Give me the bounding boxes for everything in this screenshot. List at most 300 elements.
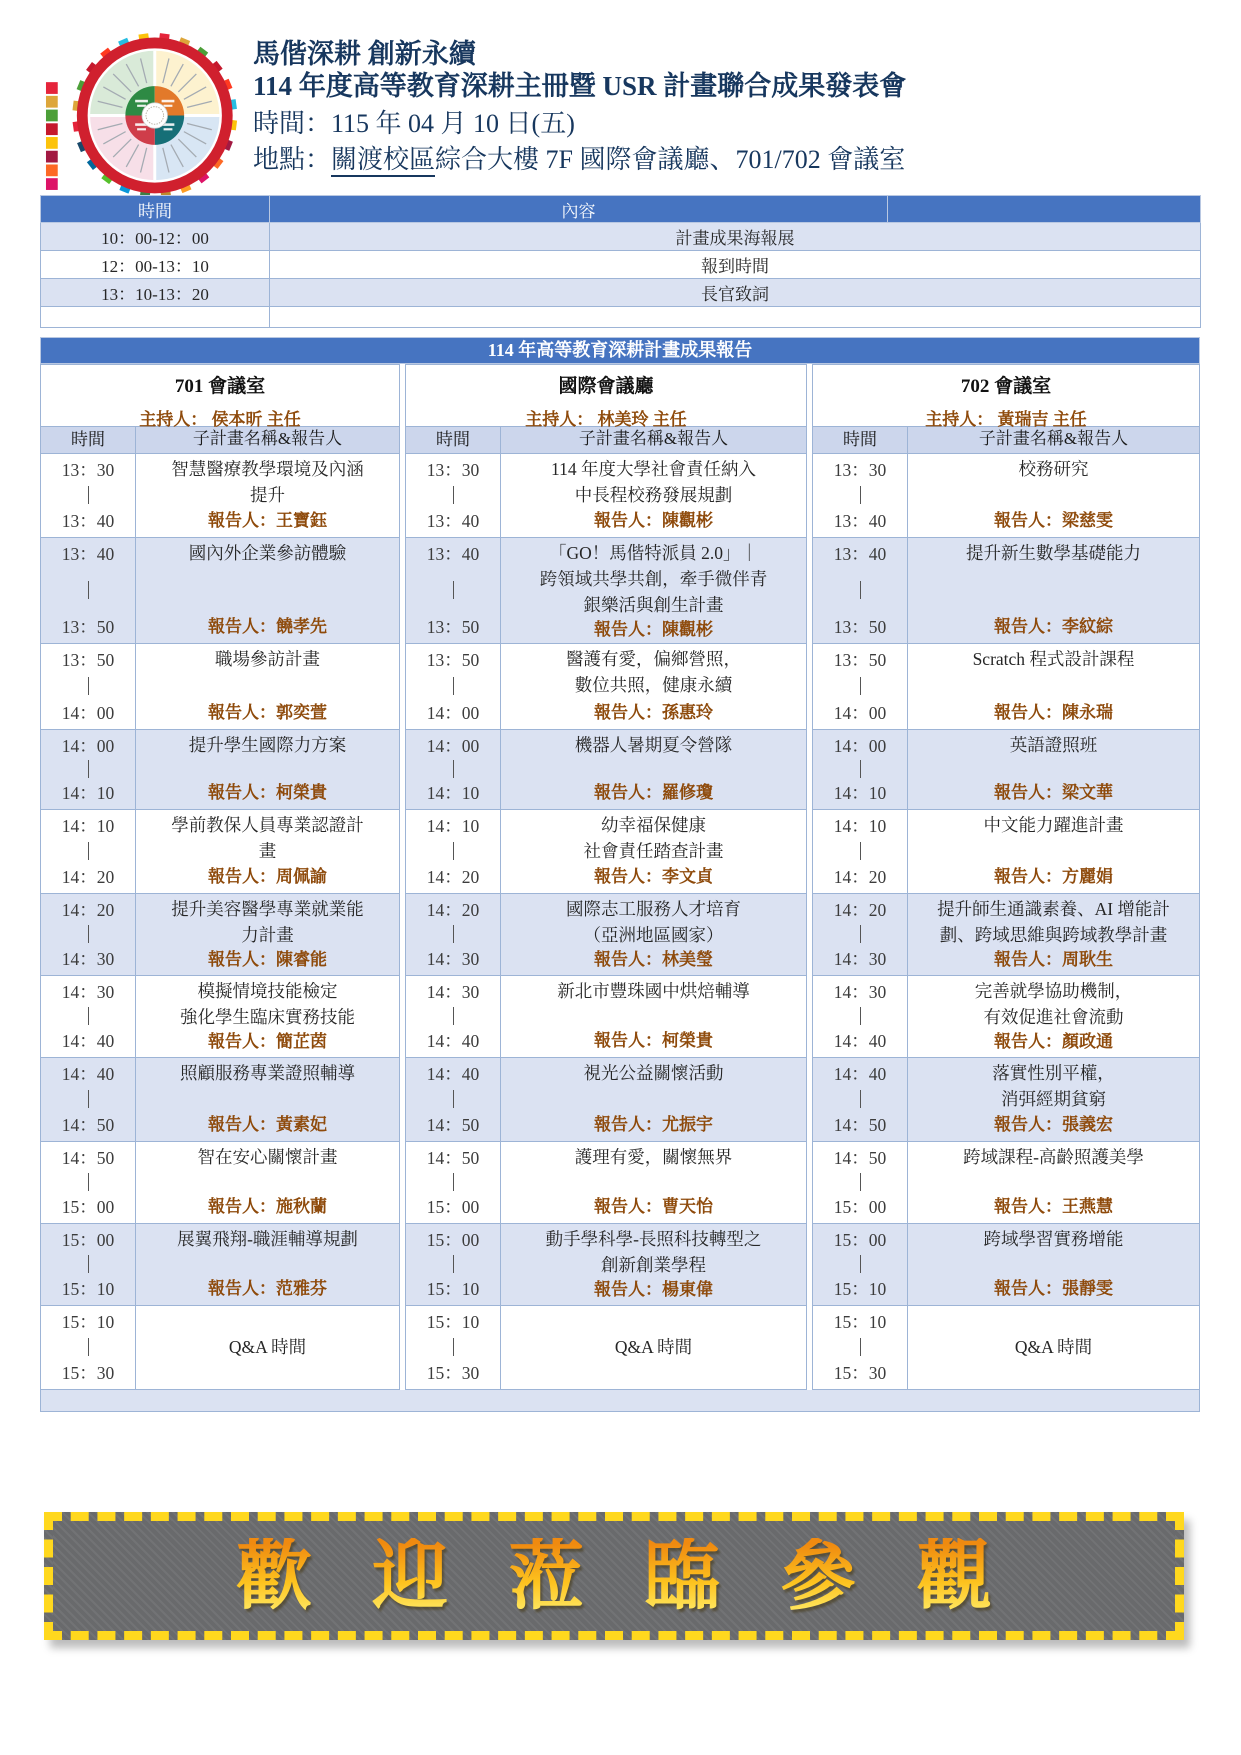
- column-subheader: [41, 427, 399, 453]
- session-time-cell: [813, 538, 908, 643]
- session-cell: [136, 1306, 399, 1389]
- session-presenter: 報告人：陳睿能: [208, 950, 327, 969]
- time-separator: [88, 581, 89, 599]
- session-presenter: 報告人：羅修瓊: [594, 783, 713, 802]
- session-row: [41, 1141, 399, 1223]
- session-title-line: 中長程校務發展規劃: [574, 485, 733, 505]
- session-presenter: 報告人：施秋蘭: [208, 1197, 327, 1216]
- time-separator: [860, 842, 861, 860]
- session-title-line: 消弭經期貧窮: [1001, 1089, 1106, 1109]
- session-title: [912, 896, 1195, 948]
- session-cell: [501, 454, 806, 537]
- session-presenter: 報告人：陳觀彬: [594, 620, 713, 639]
- session-row: [813, 975, 1199, 1057]
- welcome-banner-text: 歡迎蒞臨參觀: [176, 1538, 1052, 1614]
- time-end: 13：40: [833, 511, 887, 531]
- time-end: 13：50: [61, 617, 115, 637]
- time-column-header: 時間: [813, 427, 908, 453]
- sdg-wheel-logo: [45, 33, 241, 195]
- session-time-cell: [41, 454, 136, 537]
- session-presenter: 報告人：王寶鈺: [208, 511, 327, 530]
- session-row: [813, 729, 1199, 809]
- session-time-cell: [406, 730, 501, 809]
- session-title: [140, 1334, 395, 1360]
- overview-time-cell: 12：00-13：10: [41, 251, 270, 279]
- session-time-cell: [813, 1142, 908, 1223]
- session-cell: [136, 894, 399, 975]
- time-separator: [453, 1007, 454, 1025]
- session-cell: [908, 454, 1199, 537]
- session-title-line: 創新創業學程: [601, 1255, 706, 1275]
- session-title-line: 跨域課程-高齡照護美學: [963, 1147, 1144, 1167]
- session-presenter: 報告人：梁慈雯: [994, 511, 1113, 530]
- session-presenter: 報告人：郭奕萱: [208, 703, 327, 722]
- overview-header-row: [41, 196, 1201, 223]
- session-time-cell: [41, 1224, 136, 1305]
- sdg-strip-icons: [46, 82, 58, 190]
- session-time-cell: [813, 730, 908, 809]
- session-title-line: 護理有愛，關懷無界: [574, 1147, 733, 1167]
- event-title: 114 年度高等教育深耕主冊暨 USR 計畫聯合成果發表會: [253, 70, 907, 101]
- session-title-line: 展翼飛翔-職涯輔導規劃: [177, 1229, 358, 1249]
- session-time-cell: [406, 1306, 501, 1389]
- session-time-cell: [406, 644, 501, 729]
- session-title-line: Q&A 時間: [228, 1336, 307, 1357]
- time-end: 14：00: [61, 703, 115, 723]
- welcome-banner: [44, 1512, 1184, 1640]
- session-time-cell: [813, 1224, 908, 1305]
- report-table: [40, 364, 1200, 1390]
- session-title: [912, 732, 1195, 758]
- session-title-line: 跨域學習實務增能: [983, 1229, 1124, 1249]
- session-time-cell: [41, 644, 136, 729]
- session-cell: [136, 1058, 399, 1141]
- time-end: 14：50: [61, 1115, 115, 1135]
- session-column-header: 子計畫名稱&報告人: [192, 429, 343, 448]
- session-presenter: 報告人：方麗娟: [994, 867, 1113, 886]
- time-start: 14：40: [61, 1064, 115, 1084]
- session-title-line: 新北市豐珠國中烘焙輔導: [557, 981, 750, 1001]
- time-start: 14：10: [426, 816, 480, 836]
- session-row: [813, 809, 1199, 893]
- session-time-cell: [813, 644, 908, 729]
- event-location-line: [253, 144, 906, 175]
- session-title-line: 跨領域共學共創，牽手微伴青: [539, 569, 768, 589]
- overview-row: [41, 251, 1201, 279]
- session-title: [505, 1226, 802, 1278]
- session-title-line: 強化學生臨床實務技能: [180, 1007, 355, 1027]
- overview-empty-row: [41, 307, 1201, 328]
- session-title-line: 醫護有愛，偏鄉營照，: [566, 649, 741, 669]
- time-start: 14：00: [426, 736, 480, 756]
- time-end: 14：30: [833, 949, 887, 969]
- session-time-cell: [406, 1142, 501, 1223]
- time-end: 13：50: [833, 617, 887, 637]
- session-title: [912, 646, 1195, 672]
- time-start: 15：10: [61, 1312, 115, 1332]
- column-subheader: [813, 427, 1199, 453]
- time-separator: [88, 1173, 89, 1191]
- time-start: 14：10: [833, 816, 887, 836]
- session-row: [813, 1305, 1199, 1389]
- session-cell: [908, 644, 1199, 729]
- report-table-footer-strip: [40, 1390, 1200, 1412]
- time-start: 15：00: [833, 1230, 887, 1250]
- session-time-cell: [41, 1058, 136, 1141]
- session-cell: [501, 894, 806, 975]
- time-end: 14：00: [833, 703, 887, 723]
- room-name: 國際會議廳: [558, 376, 654, 397]
- session-title: [140, 646, 395, 672]
- time-end: 14：30: [61, 949, 115, 969]
- session-row: [813, 643, 1199, 729]
- session-title: [505, 646, 802, 698]
- session-title-line: 中文能力躍進計畫: [983, 815, 1124, 835]
- time-start: 14：40: [426, 1064, 480, 1084]
- time-separator: [88, 677, 89, 695]
- time-separator: [453, 1173, 454, 1191]
- time-start: 14：20: [61, 900, 115, 920]
- time-separator: [860, 1090, 861, 1108]
- session-cell: [136, 1142, 399, 1223]
- session-time-cell: [41, 730, 136, 809]
- location-campus-underlined: 關渡校區: [331, 145, 435, 177]
- report-section-title: 114 年高等教育深耕計畫成果報告: [40, 337, 1200, 364]
- time-end: 15：30: [833, 1363, 887, 1383]
- session-title: [505, 1144, 802, 1170]
- time-separator: [453, 760, 454, 778]
- time-separator: [860, 1007, 861, 1025]
- overview-empty-content: [270, 307, 1201, 328]
- room-column-1: [40, 364, 400, 1390]
- session-title: [505, 732, 802, 758]
- overview-time-cell: 13：10-13：20: [41, 279, 270, 307]
- session-row: [406, 537, 806, 643]
- time-separator: [88, 1007, 89, 1025]
- session-row: [406, 975, 806, 1057]
- time-separator: [453, 1255, 454, 1273]
- session-time-cell: [406, 538, 501, 643]
- session-title-line: 畫: [258, 841, 277, 861]
- sdg-wheel-graphic: [45, 33, 241, 195]
- time-column-header: 時間: [406, 427, 501, 453]
- time-end: 14：20: [833, 867, 887, 887]
- session-title: [505, 896, 802, 948]
- session-title: [912, 978, 1195, 1030]
- session-presenter: 報告人：周佩諭: [208, 867, 327, 886]
- document-header: [45, 33, 1200, 195]
- time-end: 15：10: [61, 1279, 115, 1299]
- time-separator: [88, 925, 89, 943]
- session-presenter: 報告人：尤振宇: [594, 1115, 713, 1134]
- session-title-line: 智在安心關懷計畫: [197, 1147, 338, 1167]
- session-presenter: 報告人：饒孝先: [208, 617, 327, 636]
- session-title-line: 學前教保人員專業認證計: [171, 815, 364, 835]
- session-row: [813, 1057, 1199, 1141]
- session-title-line: 模擬情境技能檢定: [197, 981, 338, 1001]
- time-end: 15：00: [61, 1197, 115, 1217]
- session-title-line: 提升師生通識素養、AI 增能計: [937, 899, 1170, 919]
- session-cell: [908, 1058, 1199, 1141]
- session-title-line: 國內外企業參訪體驗: [188, 543, 347, 563]
- time-end: 13：40: [426, 511, 480, 531]
- session-title-line: Scratch 程式設計課程: [972, 649, 1135, 669]
- session-cell: [908, 976, 1199, 1057]
- location-prefix: 地點：: [253, 144, 332, 174]
- session-title-line: 職場參訪計畫: [215, 649, 320, 669]
- room-host: 主持人： 林美玲 主任: [525, 410, 687, 429]
- session-row: [41, 1305, 399, 1389]
- room-name: 701 會議室: [174, 376, 266, 397]
- session-row: [41, 893, 399, 975]
- session-row: [406, 453, 806, 537]
- session-presenter: 報告人：范雅芬: [208, 1279, 327, 1298]
- overview-time-cell: 10：00-12：00: [41, 223, 270, 251]
- time-start: 13：40: [426, 544, 480, 564]
- session-cell: [501, 1058, 806, 1141]
- time-start: 14：00: [833, 736, 887, 756]
- session-time-cell: [406, 454, 501, 537]
- time-end: 14：30: [426, 949, 480, 969]
- time-start: 13：40: [61, 544, 115, 564]
- session-title-line: 數位共照，健康永續: [574, 675, 733, 695]
- time-end: 14：20: [426, 867, 480, 887]
- time-end: 15：10: [833, 1279, 887, 1299]
- room-host: 主持人： 侯本昕 主任: [139, 410, 301, 429]
- session-cell: [908, 894, 1199, 975]
- session-cell: [136, 644, 399, 729]
- session-title: [912, 1060, 1195, 1112]
- session-row: [813, 893, 1199, 975]
- session-row: [406, 893, 806, 975]
- time-start: 14：20: [833, 900, 887, 920]
- time-column-header: 時間: [41, 427, 136, 453]
- session-title: [505, 978, 802, 1004]
- time-start: 13：30: [833, 460, 887, 480]
- session-title-line: 國際志工服務人才培育: [566, 899, 741, 919]
- session-presenter: 報告人：梁文華: [994, 783, 1113, 802]
- session-row: [41, 975, 399, 1057]
- time-end: 14：00: [426, 703, 480, 723]
- session-title-line: 劃、跨域思維與跨域教學計畫: [939, 925, 1168, 945]
- location-rest: 綜合大樓 7F 國際會議廳、701/702 會議室: [435, 144, 906, 174]
- session-time-cell: [41, 894, 136, 975]
- time-start: 13：30: [61, 460, 115, 480]
- session-cell: [136, 976, 399, 1057]
- session-column-header: 子計畫名稱&報告人: [978, 429, 1129, 448]
- session-title: [912, 812, 1195, 838]
- time-end: 14：50: [833, 1115, 887, 1135]
- session-cell: [501, 1306, 806, 1389]
- session-time-cell: [813, 976, 908, 1057]
- session-time-cell: [41, 810, 136, 893]
- overview-content-cell: 長官致詞: [270, 279, 1201, 307]
- session-row: [41, 729, 399, 809]
- session-title: [912, 1144, 1195, 1170]
- session-presenter: 報告人：李紋綜: [994, 617, 1113, 636]
- overview-header-time: 時間: [41, 196, 270, 223]
- time-separator: [860, 1173, 861, 1191]
- time-end: 15：30: [426, 1363, 480, 1383]
- column-subheader: [406, 427, 806, 453]
- time-separator: [88, 486, 89, 504]
- time-end: 15：30: [61, 1363, 115, 1383]
- session-presenter: 報告人：張義宏: [994, 1115, 1113, 1134]
- session-cell: [908, 538, 1199, 643]
- session-title-line: Q&A 時間: [1014, 1336, 1093, 1357]
- session-title-line: 社會責任踏查計畫: [583, 841, 724, 861]
- session-presenter: 報告人：黃素妃: [208, 1115, 327, 1134]
- room-column-2: [405, 364, 807, 1390]
- session-title: [140, 1060, 395, 1086]
- time-end: 14：40: [833, 1031, 887, 1051]
- time-separator: [860, 486, 861, 504]
- session-presenter: 報告人：周耿生: [994, 950, 1113, 969]
- session-title-line: 提升美容醫學專業就業能: [171, 899, 364, 919]
- session-title-line: Q&A 時間: [614, 1336, 693, 1357]
- session-cell: [136, 730, 399, 809]
- overview-header-extra: [888, 196, 1201, 223]
- overview-empty-time: [41, 307, 270, 328]
- room-host: 主持人： 黃瑞吉 主任: [925, 410, 1087, 429]
- time-separator: [88, 1338, 89, 1356]
- session-title: [505, 812, 802, 864]
- session-title: [912, 1334, 1195, 1360]
- session-title-line: 銀樂活與創生計畫: [583, 595, 724, 615]
- time-separator: [860, 925, 861, 943]
- session-time-cell: [41, 1306, 136, 1389]
- session-presenter: 報告人：陳永瑞: [994, 703, 1113, 722]
- session-title: [140, 456, 395, 508]
- overview-schedule-table: [40, 195, 1201, 328]
- session-presenter: 報告人：張靜雯: [994, 1279, 1113, 1298]
- session-title: [140, 1226, 395, 1252]
- session-title: [912, 540, 1195, 566]
- session-title: [140, 540, 395, 566]
- time-end: 14：40: [61, 1031, 115, 1051]
- time-separator: [860, 581, 861, 599]
- session-title: [505, 540, 802, 618]
- session-time-cell: [406, 1224, 501, 1305]
- session-cell: [136, 1224, 399, 1305]
- event-time-text: 時間：115 年 04 月 10 日(五): [253, 108, 575, 138]
- session-title: [505, 1334, 802, 1360]
- session-title-line: 視光公益關懷活動: [583, 1063, 724, 1083]
- session-title: [912, 456, 1195, 482]
- session-time-cell: [813, 454, 908, 537]
- session-cell: [136, 810, 399, 893]
- session-row: [813, 1141, 1199, 1223]
- session-row: [41, 453, 399, 537]
- session-row: [406, 1305, 806, 1389]
- time-separator: [453, 842, 454, 860]
- session-title-line: 有效促進社會流動: [983, 1007, 1124, 1027]
- time-start: 15：00: [61, 1230, 115, 1250]
- document-body: [40, 195, 1200, 1640]
- session-title-line: 提升新生數學基礎能力: [966, 543, 1141, 563]
- time-start: 13：50: [61, 650, 115, 670]
- session-presenter: 報告人：曹天怡: [594, 1197, 713, 1216]
- session-cell: [501, 538, 806, 643]
- session-row: [406, 1223, 806, 1305]
- session-title-line: 落實性別平權，: [992, 1063, 1115, 1083]
- time-end: 13：40: [61, 511, 115, 531]
- session-time-cell: [41, 976, 136, 1057]
- session-row: [41, 1057, 399, 1141]
- session-time-cell: [813, 1306, 908, 1389]
- session-title-line: 力計畫: [241, 925, 294, 945]
- overview-header-content: 內容: [270, 196, 888, 223]
- session-title: [140, 978, 395, 1030]
- session-presenter: 報告人：楊東偉: [594, 1280, 713, 1299]
- session-time-cell: [41, 1142, 136, 1223]
- session-cell: [501, 976, 806, 1057]
- session-presenter: 報告人：王燕慧: [994, 1197, 1113, 1216]
- title-block: [253, 33, 906, 195]
- session-row: [813, 1223, 1199, 1305]
- time-start: 15：10: [833, 1312, 887, 1332]
- time-separator: [453, 1090, 454, 1108]
- time-start: 14：30: [61, 982, 115, 1002]
- session-row: [406, 1057, 806, 1141]
- session-cell: [501, 730, 806, 809]
- time-start: 14：30: [426, 982, 480, 1002]
- session-title: [505, 456, 802, 508]
- time-end: 14：20: [61, 867, 115, 887]
- time-start: 15：10: [426, 1312, 480, 1332]
- time-separator: [88, 842, 89, 860]
- time-start: 14：50: [833, 1148, 887, 1168]
- overview-content-cell: 計畫成果海報展: [270, 223, 1201, 251]
- session-cell: [908, 1142, 1199, 1223]
- session-presenter: 報告人：柯榮貴: [594, 1031, 713, 1050]
- time-start: 13：50: [426, 650, 480, 670]
- session-title-line: 幼幸福保健康: [601, 815, 706, 835]
- session-cell: [908, 1224, 1199, 1305]
- time-separator: [860, 677, 861, 695]
- time-end: 14：40: [426, 1031, 480, 1051]
- overview-row: [41, 279, 1201, 307]
- session-column-header: 子計畫名稱&報告人: [578, 429, 729, 448]
- session-time-cell: [406, 810, 501, 893]
- time-start: 13：30: [426, 460, 480, 480]
- session-row: [41, 809, 399, 893]
- session-presenter: 報告人：陳觀彬: [594, 511, 713, 530]
- time-separator: [88, 1255, 89, 1273]
- time-end: 15：00: [426, 1197, 480, 1217]
- session-cell: [908, 810, 1199, 893]
- time-separator: [860, 1338, 861, 1356]
- event-time-line: [253, 108, 906, 139]
- session-time-cell: [406, 894, 501, 975]
- time-start: 15：00: [426, 1230, 480, 1250]
- session-cell: [908, 1306, 1199, 1389]
- time-end: 15：00: [833, 1197, 887, 1217]
- session-row: [813, 453, 1199, 537]
- session-title-line: 提升: [250, 485, 285, 505]
- time-start: 13：40: [833, 544, 887, 564]
- session-time-cell: [813, 1058, 908, 1141]
- session-cell: [136, 454, 399, 537]
- session-cell: [908, 730, 1199, 809]
- session-presenter: 報告人：林美瑩: [594, 950, 713, 969]
- session-cell: [501, 1142, 806, 1223]
- session-presenter: 報告人：李文貞: [594, 867, 713, 886]
- time-start: 14：50: [61, 1148, 115, 1168]
- time-end: 14：50: [426, 1115, 480, 1135]
- room-header: [41, 365, 399, 427]
- time-start: 13：50: [833, 650, 887, 670]
